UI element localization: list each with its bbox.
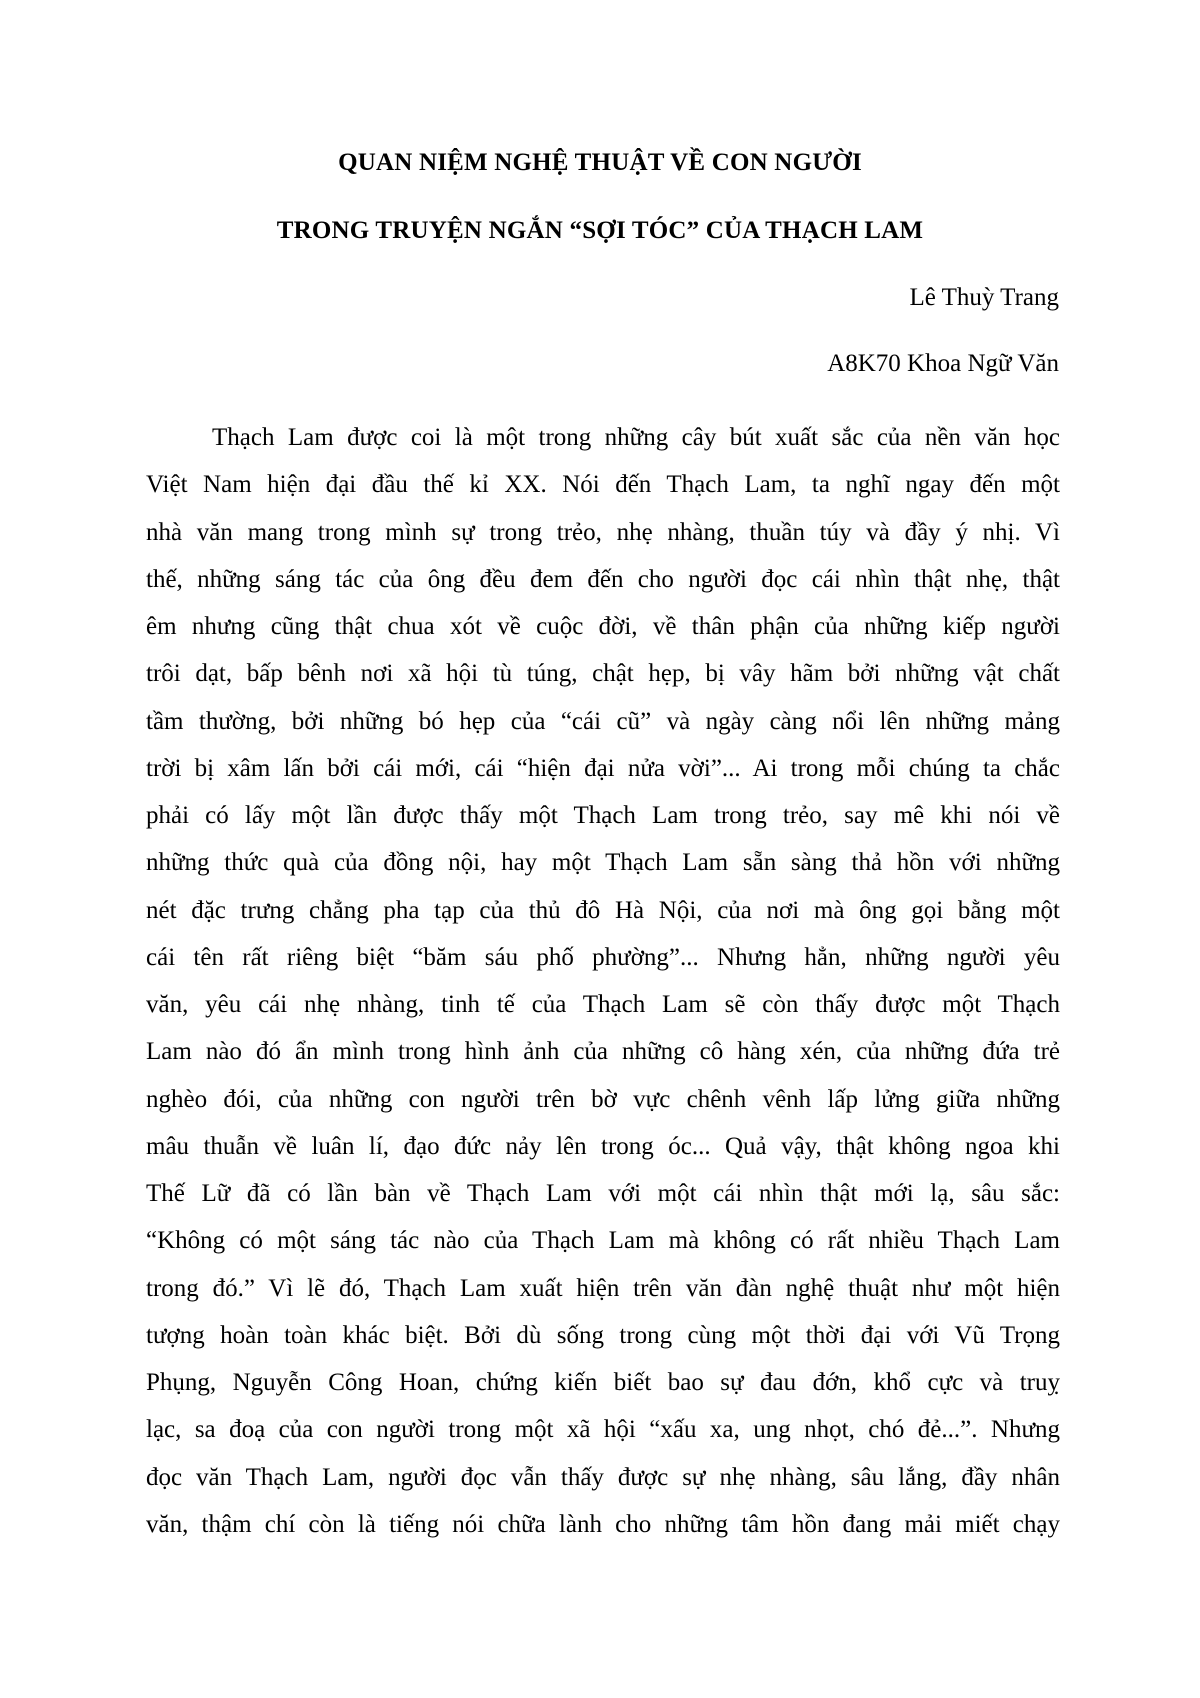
paragraph-line: những thức quà của đồng nội, hay một Thạch Lam sẵn sàng thả hồn với những [146, 849, 1060, 877]
paragraph-line: nghèo đói, của những con người trên bờ vực chênh vênh lấp lửng giữa những [146, 1085, 1060, 1113]
paragraph-line: trời bị xâm lấn bởi cái mới, cái “hiện đại nửa vời”... Ai trong mỗi chúng ta chắc [146, 754, 1060, 782]
title-line-1: QUAN NIỆM NGHỆ THUẬT VỀ CON NGƯỜI [338, 149, 862, 176]
paragraph-line: lạc, sa đoạ của con người trong một xã hội “xấu xa, ung nhọt, chó đẻ...”. Nhưng [146, 1416, 1060, 1444]
paragraph-line: tượng hoàn toàn khác biệt. Bởi dù sống trong cùng một thời đại với Vũ Trọng [146, 1321, 1060, 1349]
paragraph-line: nét đặc trưng chẳng pha tạp của thủ đô Hà Nội, của nơi mà ông gọi bằng một [146, 896, 1060, 924]
paragraph-line: nhà văn mang trong mình sự trong trẻo, nhẹ nhàng, thuần túy và đầy ý nhị. Vì [146, 518, 1060, 546]
body-paragraph [146, 414, 1060, 1548]
paragraph-line: đọc văn Thạch Lam, người đọc vẫn thấy được sự nhẹ nhàng, sâu lắng, đầy nhân [146, 1463, 1060, 1491]
paragraph-line: thế, những sáng tác của ông đều đem đến cho người đọc cái nhìn thật nhẹ, thật [146, 565, 1060, 593]
paragraph-line: văn, thậm chí còn là tiếng nói chữa lành cho những tâm hồn đang mải miết chạy [146, 1510, 1060, 1538]
paragraph-line: trôi dạt, bấp bênh nơi xã hội tù túng, chật hẹp, bị vây hãm bởi những vật chất [146, 660, 1060, 688]
title-line-2: TRONG TRUYỆN NGẮN “SỢI TÓC” CỦA THẠCH LAM [276, 217, 924, 244]
paragraph-line: phải có lấy một lần được thấy một Thạch Lam trong trẻo, say mê khi nói về [146, 802, 1060, 829]
paragraph-line: Thạch Lam được coi là một trong những cây bút xuất sắc của nền văn học [212, 424, 1060, 451]
paragraph-line: Lam nào đó ẩn mình trong hình ảnh của những cô hàng xén, của những đứa trẻ [146, 1038, 1060, 1066]
paragraph-line: văn, yêu cái nhẹ nhàng, tinh tế của Thạch Lam sẽ còn thấy được một Thạch [146, 991, 1060, 1018]
paragraph-line: trong đó.” Vì lẽ đó, Thạch Lam xuất hiện trên văn đàn nghệ thuật như một hiện [146, 1274, 1060, 1302]
author-affiliation: A8K70 Khoa Ngữ Văn [827, 350, 1059, 377]
paragraph-line: mâu thuẫn về luân lí, đạo đức nảy lên trong óc... Quả vậy, thật không ngoa khi [146, 1132, 1060, 1160]
paragraph-line: Thế Lữ đã có lần bàn về Thạch Lam với một cái nhìn thật mới lạ, sâu sắc: [146, 1180, 1060, 1207]
paragraph-line: Phụng, Nguyễn Công Hoan, chứng kiến biết bao sự đau đớn, khổ cực và truỵ [146, 1369, 1060, 1396]
paragraph-line: cái tên rất riêng biệt “băm sáu phố phường”... Nhưng hẳn, những người yêu [146, 943, 1060, 971]
author-name: Lê Thuỳ Trang [909, 284, 1059, 311]
paragraph-line: tầm thường, bởi những bó hẹp của “cái cũ” và ngày càng nổi lên những mảng [146, 707, 1060, 735]
paragraph-line: Việt Nam hiện đại đầu thế kỉ XX. Nói đến Thạch Lam, ta nghĩ ngay đến một [146, 471, 1060, 499]
paragraph-line: “Không có một sáng tác nào của Thạch Lam mà không có rất nhiều Thạch Lam [146, 1227, 1060, 1255]
paragraph-line: êm nhưng cũng thật chua xót về cuộc đời, về thân phận của những kiếp người [146, 613, 1060, 640]
